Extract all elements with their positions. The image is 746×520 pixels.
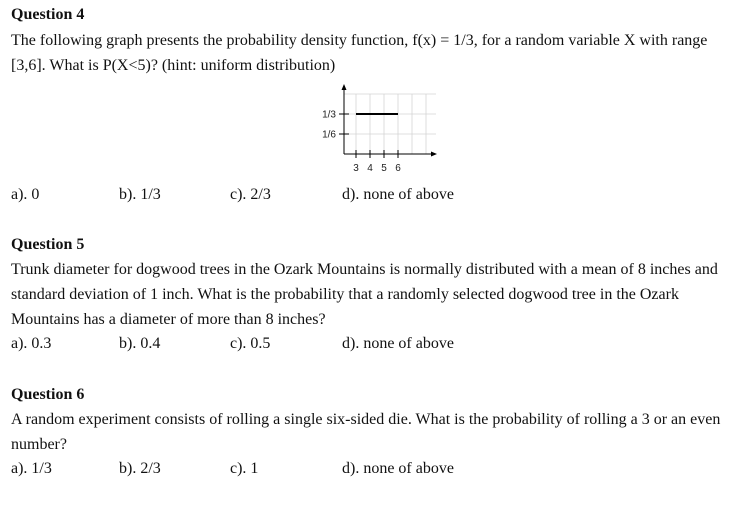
x-tick-label: 3: [353, 163, 359, 174]
answer-option-c[interactable]: c). 1: [230, 460, 259, 477]
answer-option-d[interactable]: d). none of above: [342, 186, 454, 203]
question-4-options: [11, 184, 733, 206]
y-tick-label: 1/6: [322, 129, 336, 141]
answer-option-a[interactable]: a). 1/3: [11, 460, 52, 477]
x-tick-label: 6: [395, 163, 401, 174]
x-tick-label: 4: [367, 163, 373, 174]
x-axis-arrow: [431, 152, 437, 157]
question-5: [11, 235, 733, 355]
question-6: [11, 385, 733, 480]
question-4: [11, 5, 733, 78]
answer-option-a[interactable]: a). 0.3: [11, 335, 52, 352]
answer-option-d[interactable]: d). none of above: [342, 335, 454, 352]
answer-option-c[interactable]: c). 2/3: [230, 186, 271, 203]
answer-option-b[interactable]: b). 2/3: [119, 460, 161, 477]
question-title: Question 4: [11, 6, 85, 23]
question-title: Question 6: [11, 386, 85, 403]
answer-option-b[interactable]: b). 1/3: [119, 186, 161, 203]
answer-option-d[interactable]: d). none of above: [342, 460, 454, 477]
answer-option-c[interactable]: c). 0.5: [230, 335, 271, 352]
question-text: Trunk diameter for dogwood trees in the Ozark Mountains is normally distributed with a mean of 8 inches and standard deviation of 1 inch. What is the probability that a randomly selected dogwood tree in the Ozark Mountains has a diameter of more than 8 inches?: [11, 261, 718, 328]
chart-grid: [344, 94, 436, 154]
answer-option-b[interactable]: b). 0.4: [119, 335, 161, 352]
question-text: A random experiment consists of rolling a single six-sided die. What is the probability of rolling a 3 or an even number?: [11, 411, 721, 453]
question-title: Question 5: [11, 236, 85, 253]
question-text: The following graph presents the probability density function, f(x) = 1/3, for a random variable X with range [3,6]. What is P(X<5)? (hint: uniform distribution): [11, 32, 708, 74]
answer-option-a[interactable]: a). 0: [11, 186, 40, 203]
y-axis-arrow: [342, 84, 347, 90]
y-tick-label: 1/3: [322, 109, 336, 121]
uniform-pdf-graph: [300, 80, 440, 180]
x-tick-label: 5: [381, 163, 387, 174]
